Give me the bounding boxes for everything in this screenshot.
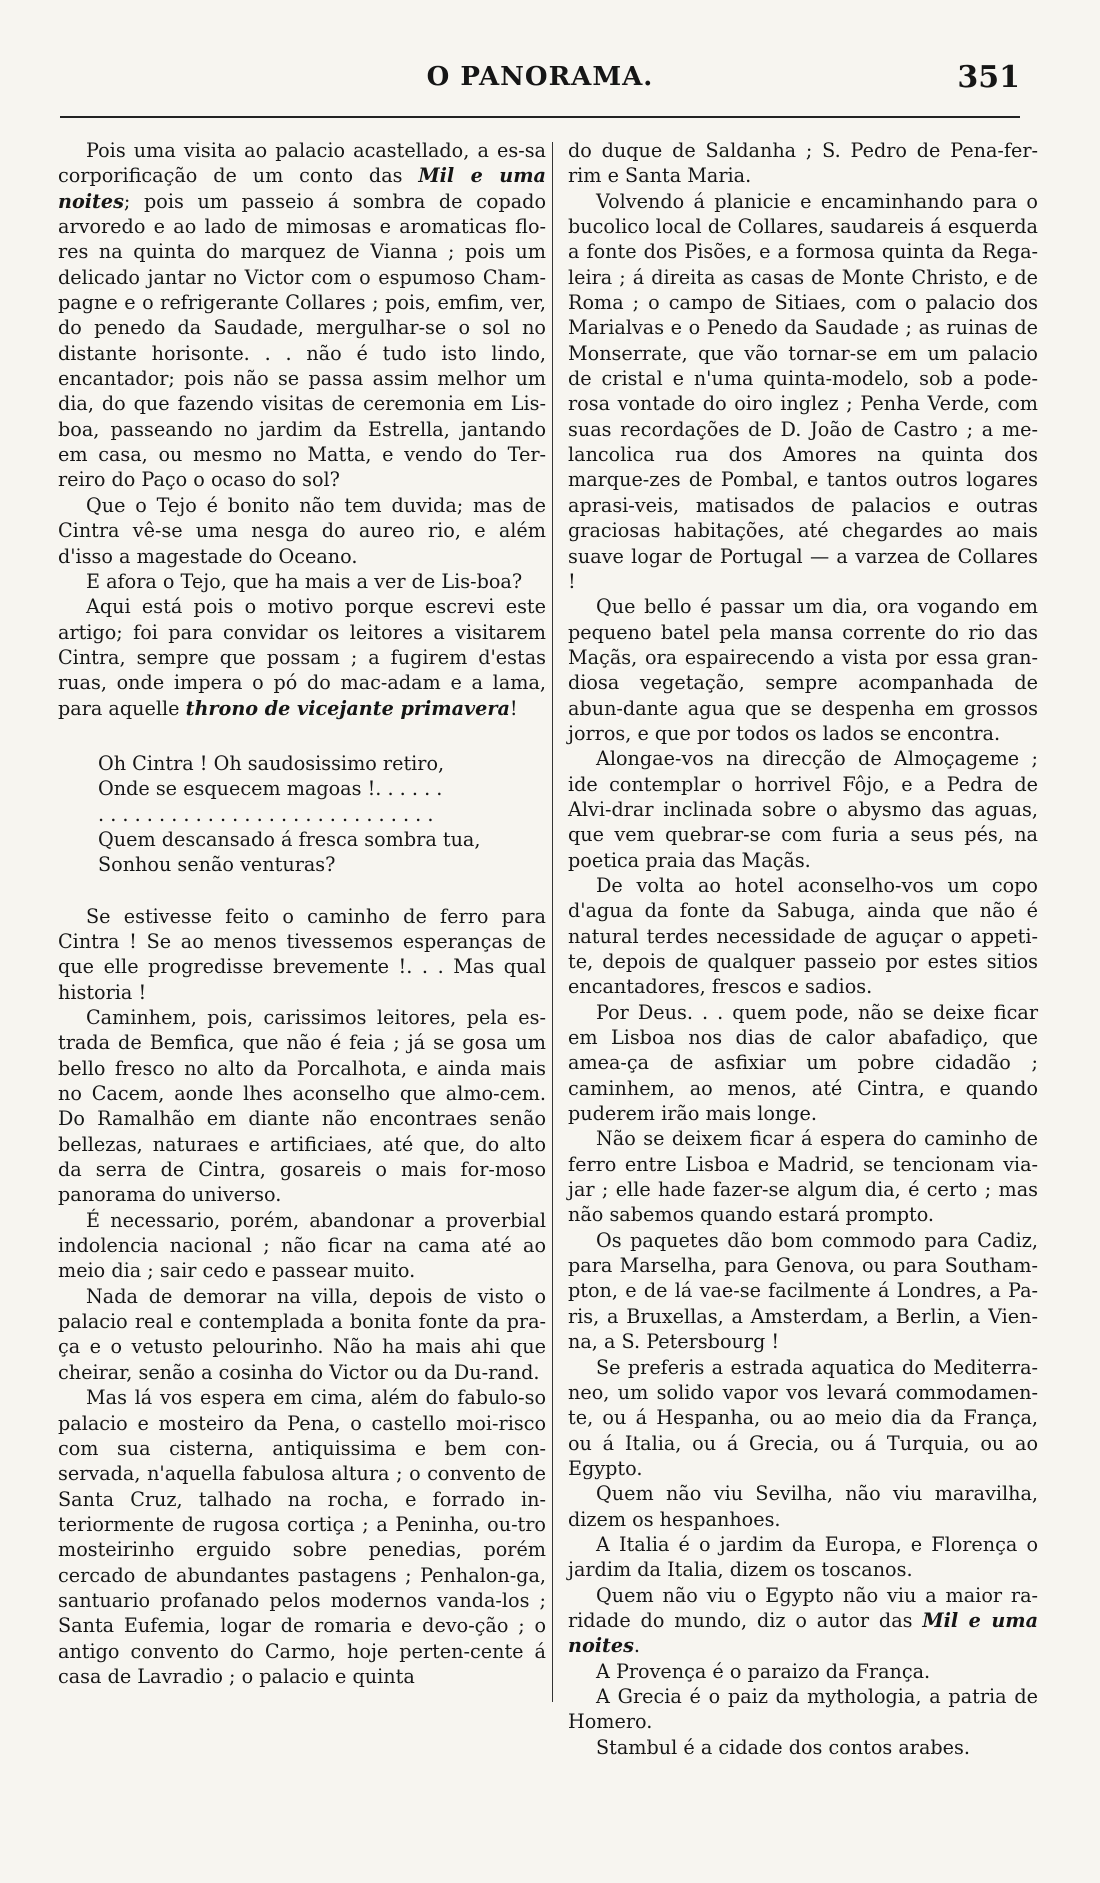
running-title: O PANORAMA. [426,62,654,92]
paragraph: Se estivesse feito o caminho de ferro para Cintra ! Se ao menos tivessemos esperanças de que elle progredisse brevemente !. . . Mas qual historia ! [58,904,546,1004]
paragraph: Aqui está pois o motivo porque escrevi este artigo; foi para convidar os leitores a visitarem Cintra, sempre que possam ; a fugirem d'estas ruas, onde impera o pó do mac-adam e a lama, para aquelle throno de vicejante primavera! [58,595,546,720]
paragraph: Que o Tejo é bonito não tem duvida; mas de Cintra vê-se uma nesga do aureo rio, e além d'isso a magestade do Oceano. [58,493,546,568]
paragraph: Os paquetes dão bom commodo para Cadiz, para Marselha, para Genova, ou para Southam-pton, e de lá vae-se facilmente á Londres, a Pa-ris, a Bruxellas, a Amsterdam, a Berlin, a Vien-na, a S. Petersbourg ! [568,1228,1038,1354]
paragraph: A Italia é o jardim da Europa, e Florença o jardim da Italia, dizem os toscanos. [568,1532,1038,1582]
paragraph: Nada de demorar na villa, depois de visto o palacio real e contemplada a bonita fonte da pra-ça e o vetusto pelourinho. Não ha mais ahi que cheirar, senão a cosinha do Victor ou da Du-rand. [58,1284,546,1384]
paragraph: Quem não viu Sevilha, não viu maravilha, dizem os hespanhoes. [568,1482,1038,1531]
header-rule [60,116,1020,118]
verse-line: Sonhou senão venturas? [98,853,336,877]
paragraph: Não se deixem ficar á espera do caminho de ferro entre Lisboa e Madrid, se tencionam via-jar ; elle hade fazer-se algum dia, é certo ; mas não sabemos quando estará prompto. [568,1127,1038,1227]
left-column [58,138,546,1689]
paragraph: Alongae-vos na direcção de Almoçageme ; ide contemplar o horrivel Fôjo, e a Pedra de Alvi-drar inclinada sobre o abysmo das aguas, que vem quebrar-se com furia a seus pés, na poetica praia das Maçãs. [568,747,1038,872]
verse-quote [98,751,546,878]
paragraph: A Provença é o paraizo da França. [596,1659,931,1683]
paragraph: Volvendo á planicie e encaminhando para o bucolico local de Collares, saudareis á esquerda a fonte dos Pisões, e a formosa quinta da Rega-leira ; á direita as casas de Monte Christo, e de Roma ; o campo de Sitiaes, com o palacio dos Marialvas e o Penedo da Saudade ; as ruinas de Monserrate, que vão tornar-se em um palacio de cristal e n'uma quinta-modelo, sob a pode-rosa vontade do oiro inglez ; Penha Verde, com suas recordações de D. João de Castro ; a me-lancolica rua dos Amores na quinta dos marque-zes de Pombal, e tantos outros logares aprasi-veis, matisados de palacios e outras graciosas habitações, até chegardes ao mais suave logar de Portugal — a varzea de Collares ! [568,189,1038,593]
paragraph: E afora o Tejo, que ha mais a ver de Lis-boa? [86,569,523,593]
paragraph: Se preferis a estrada aquatica do Mediterra-neo, um solido vapor vos levará commodamen-te, ou á Hespanha, ou ao meio dia da França, ou á Italia, ou á Grecia, ou á Turquia, ou ao Egypto. [568,1355,1038,1480]
verse-ellipsis: . . . . . . . . . . . . . . . . . . . . . . . . . . . . [98,802,434,826]
right-column [568,138,1038,1760]
paragraph: Stambul é a cidade dos contos arabes. [596,1735,970,1759]
paragraph: Caminhem, pois, carissimos leitores, pela es-trada de Bemfica, que não é feia ; já se gosa um bello fresco no alto da Porcalhota, e ainda mais no Cacem, aonde lhes aconselho que almo-cem. Do Ramalhão em diante não encontraes senão bellezas, naturaes e artificiaes, até que, do alto da serra de Cintra, gosareis o mais for-moso panorama do universo. [58,1006,546,1207]
verse-line: Oh Cintra ! Oh saudosissimo retiro, [98,751,445,775]
paragraph: Que bello é passar um dia, ora vogando em pequeno batel pela mansa corrente do rio das Maçãs, ora espairecendo a vista por essa gran-diosa vegetação, sempre acompanhada de abun-dante agua que se despenha em grossos jorros, e que por todos os lados se encontra. [568,595,1038,745]
paragraph: Mas lá vos espera em cima, além do fabulo-so palacio e mosteiro da Pena, o castello moi-risco com sua cisterna, antiquissima e bem con-servada, n'aquella fabulosa altura ; o convento de Santa Cruz, talhado na rocha, e forrado in-teriormente de rugosa cortiça ; a Peninha, ou-tro mosteirinho erguido sobre penedias, porém cercado de abundantes pastagens ; Penhalon-ga, santuario profanado pelos modernos vanda-los ; Santa Eufemia, logar de romaria e devo-ção ; o antigo convento do Carmo, hoje perten-cente á casa de Lavradio ; o palacio e quinta [58,1386,546,1688]
page-header [60,62,1020,102]
verse-line: Onde se esquecem magoas !. . . . . . [98,777,443,801]
verse-line: Quem descansado á fresca sombra tua, [98,827,481,851]
paragraph: Por Deus. . . quem pode, não se deixe ficar em Lisboa nos dias de calor abafadiço, que amea-ça de asfixiar um pobre cidadão ; caminhem, ao menos, até Cintra, e quando puderem irão mais longe. [568,1000,1038,1126]
paragraph: do duque de Saldanha ; S. Pedro de Pena-fer-rim e Santa Maria. [568,139,1038,188]
paragraph: A Grecia é o paiz da mythologia, a patria de Homero. [568,1684,1038,1734]
paragraph: É necessario, porém, abandonar a proverbial indolencia nacional ; não ficar na cama até ao meio dia ; sair cedo e passear muito. [58,1208,546,1283]
page-number: 351 [957,60,1020,95]
paragraph: Pois uma visita ao palacio acastellado, a es-sa corporificação de um conto das Mil e uma noites; pois um passeio á sombra de copado arvoredo e ao lado de mimosas e aromaticas flo-res na quinta do marquez de Vianna ; pois um delicado jantar no Victor com o espumoso Cham-pagne e o refrigerante Collares ; pois, emfim, ver, do penedo da Saudade, mergulhar-se o sol no distante horisonte. . . não é tudo isto lindo, encantador; pois não se passa assim melhor um dia, do que fazendo visitas de ceremonia em Lis-boa, passeando no jardim da Estrella, jantando em casa, ou mesmo no Matta, e vendo do Ter-reiro do Paço o ocaso do sol? [58,139,546,492]
paragraph: De volta ao hotel aconselho-vos um copo d'agua da fonte da Sabuga, ainda que não é natural terdes necessidade de aguçar o appeti-te, depois de qualquer passeio por estes sitios encantadores, frescos e sadios. [568,873,1038,999]
paragraph: Quem não viu o Egypto não viu a maior ra-ridade do mundo, diz o autor das Mil e uma noites. [568,1583,1039,1658]
column-divider [552,142,553,1702]
